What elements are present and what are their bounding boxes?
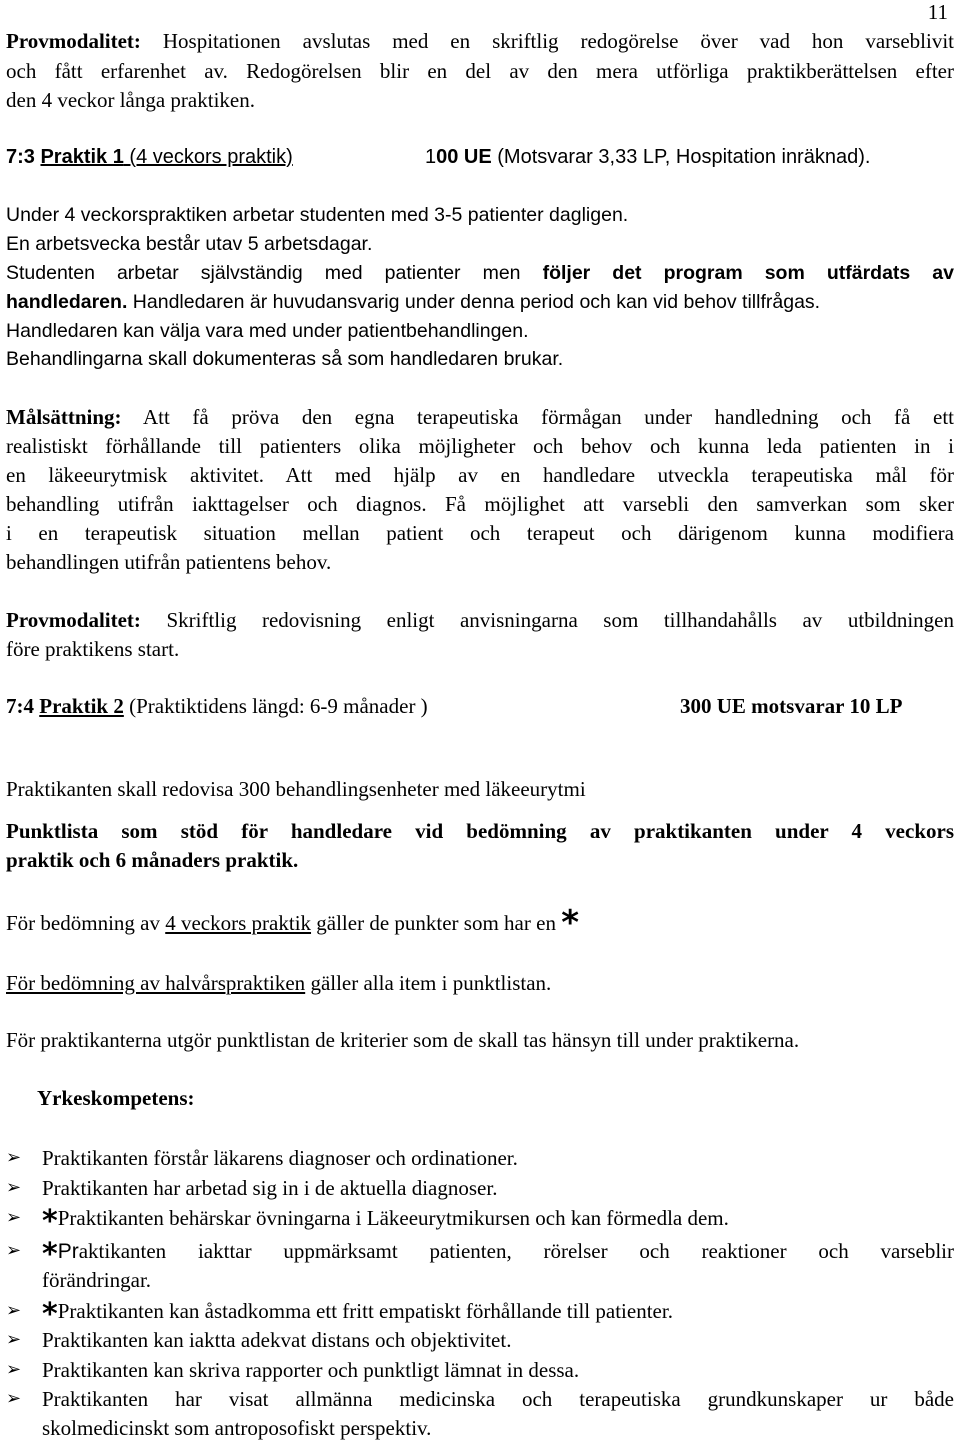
list-item-text [42,1144,954,1172]
note-4-weeks [6,903,579,943]
section-7-3-ue-rest: (Motsvarar 3,33 LP, Hospitation inräknad). [491,146,871,168]
section-7-3-line-3: Handledaren kan välja vara med under patientbehandlingen. [6,320,529,342]
arrow-bullet-icon: ➢ [6,1388,22,1409]
checklist-heading-line-1: Punktlista som stöd för handledare vid bedömning av praktikanten under 4 veckors [6,819,954,843]
exam-text-1: Skriftlig redovisning enligt anvisningarna som tillhandahålls av utbildningen [140,608,954,632]
goal-line-6: behandlingen utifrån patientens behov. [6,550,332,574]
section-7-3-line-2: En arbetsvecka består utav 5 arbetsdagar. [6,233,373,255]
section-7-3-number: 7:3 [6,146,35,168]
section-7-3-follow-bold: följer det program som utfärdats av [542,262,954,284]
star-icon: * [42,1204,58,1239]
section-7-3-line-4: Behandlingarna skall dokumenteras så som handledaren brukar. [6,348,564,370]
section-7-4-duration: (Praktiktidens längd: 6-9 månader ) [123,694,428,718]
star-icon: * [42,1237,58,1272]
report-line: Praktikanten skall redovisa 300 behandlingsenheter med läkeeurytmi [6,777,586,801]
section-7-3-follow-line-2 [6,290,820,314]
section-7-4-heading [6,694,428,718]
list-item-main-text: Praktikanten har visat allmänna medicinska och terapeutiska grundkunskaper ur både [42,1387,954,1411]
note-half-year-link: För bedömning av halvårspraktiken [6,971,306,995]
section-7-3-ue-prefix: 1 [425,146,437,168]
arrow-bullet-icon: ➢ [6,1240,22,1261]
section-7-3-title: Praktik 1 [40,146,124,168]
section-7-3-line-1: Under 4 veckorspraktiken arbetar studenten med 3-5 patienter dagligen. [6,204,629,226]
section-7-4-number: 7:4 [6,694,34,718]
list-item-text [42,1385,954,1413]
list-item-main-text: aktikanten iakttar uppmärksamt patienten, rörelser och reaktioner och varseblir [78,1239,954,1263]
list-item-text [42,1356,954,1384]
note-half-year [6,971,551,995]
arrow-bullet-icon: ➢ [6,1300,22,1321]
list-item-text [42,1237,954,1272]
list-item-text [42,1174,954,1202]
list-item-main-text: Praktikanten förstår läkarens diagnoser och ordinationer. [42,1146,518,1170]
section-7-3-duration: (4 veckors praktik) [123,146,293,168]
goal-label: Målsättning: [6,405,122,429]
list-item-continuation: förändringar. [42,1268,152,1292]
list-item-first-letters: Pr [57,1240,79,1263]
goal-line-4: behandling utifrån iakttagelser och diagnos. Få möjlighet att varsebli den samverkan som sker [6,492,954,516]
section-7-3-follow-rest: Handledaren är huvudansvarig under denna period och kan vid behov tillfrågas. [127,291,821,313]
note-4-weeks-post: gäller de punkter som har en [311,911,562,935]
section-7-3-ue [425,145,870,169]
note-half-year-post: gäller alla item i punktlistan. [305,971,552,995]
intro-line-2: och fått erfarenhet av. Redogörelsen blir en del av den mera utförliga praktikberättelsen efter [6,59,954,83]
criteria-line: För praktikanterna utgör punktlistan de kriterier som de skall tas hänsyn till under praktikerna. [6,1028,800,1052]
competence-heading: Yrkeskompetens: [37,1086,195,1110]
list-item-main-text: Praktikanten har arbetad sig in i de aktuella diagnoser. [42,1176,498,1200]
list-item-text [42,1297,954,1332]
list-item-text [42,1204,954,1239]
section-7-3-ue-bold: 00 UE [436,146,492,168]
arrow-bullet-icon: ➢ [6,1177,22,1198]
intro-line-1 [6,29,954,53]
goal-line-5: i en terapeutisk situation mellan patient och terapeut och därigenom kunna modifiera [6,521,954,545]
arrow-bullet-icon: ➢ [6,1147,22,1168]
section-7-3-heading [6,145,293,169]
section-7-3-follow-plain: Studenten arbetar självständig med patienter men [6,262,521,284]
page-number: 11 [927,0,948,24]
list-item-main-text: Praktikanten kan skriva rapporter och punktligt lämnat in dessa. [42,1358,580,1382]
arrow-bullet-icon: ➢ [6,1329,22,1350]
note-4-weeks-link: 4 veckors praktik [165,911,312,935]
list-item-main-text: Praktikanten kan iaktta adekvat distans och objektivitet. [42,1328,512,1352]
star-icon: * [561,903,579,943]
section-7-4-title: Praktik 2 [39,694,124,718]
section-7-3-follow-bold-2: handledaren. [6,291,128,313]
arrow-bullet-icon: ➢ [6,1207,22,1228]
list-item-main-text: Praktikanten kan åstadkomma ett fritt empatiskt förhållande till patienter. [57,1299,673,1323]
arrow-bullet-icon: ➢ [6,1359,22,1380]
goal-text-1: Att få pröva den egna terapeutiska förmågan under handledning och få ett [121,405,954,429]
intro-text-1: Hospitationen avslutas med en skriftlig redogörelse över vad hon varseblivit [140,29,954,53]
exam-line-2: före praktikens start. [6,637,180,661]
goal-line-1 [6,405,954,429]
star-icon: * [42,1297,58,1332]
checklist-heading-line-2: praktik och 6 månaders praktik. [6,848,299,872]
goal-line-3: en läkeeurytmisk aktivitet. Att med hjälp av en handledare utveckla terapeutiska mål för [6,463,954,487]
section-7-4-ue: 300 UE motsvarar 10 LP [680,694,903,718]
note-4-weeks-pre: För bedömning av [6,911,166,935]
goal-line-2: realistiskt förhållande till patienters olika möjligheter och behov och kunna leda patienten in i [6,434,954,458]
intro-label: Provmodalitet: [6,29,141,53]
exam-line-1 [6,608,954,632]
list-item-text [42,1326,954,1354]
section-7-3-follow-line [6,261,954,285]
exam-label: Provmodalitet: [6,608,141,632]
intro-line-3: den 4 veckor långa praktiken. [6,88,255,112]
list-item-main-text: Praktikanten behärskar övningarna i Läkeeurytmikursen och kan förmedla dem. [57,1206,729,1230]
list-item-continuation: skolmedicinskt som antroposofiskt perspektiv. [42,1416,432,1440]
